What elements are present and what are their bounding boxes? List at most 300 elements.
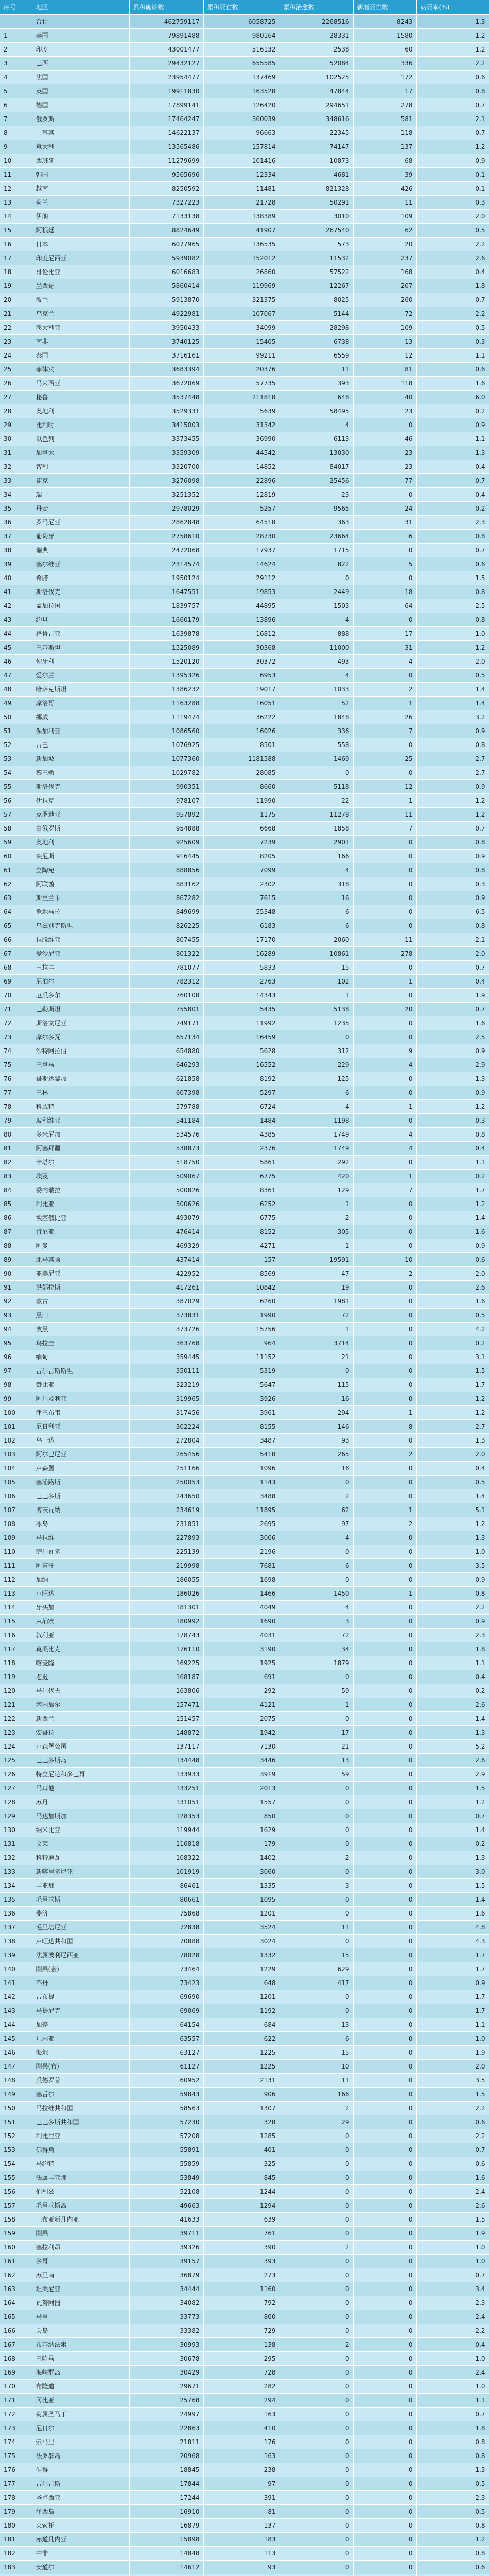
cell-new-deaths: 0: [353, 488, 416, 502]
cell-new-deaths: 5: [353, 557, 416, 571]
cell-recovered: 1749: [280, 1128, 353, 1142]
cell-region: 乌兹别克斯坦: [32, 919, 129, 933]
cell-new-deaths: 0: [353, 2018, 416, 2032]
table-row: [0, 627, 489, 641]
cell-confirmed: 53849: [129, 2171, 203, 2185]
cell-confirmed: 57230: [129, 2115, 203, 2129]
cell-region: 塞尔维亚: [32, 557, 129, 571]
cell-rank: 138: [0, 1935, 32, 1948]
table-row: [0, 168, 489, 182]
cell-fatality-rate: 0.7: [416, 1809, 489, 1823]
cell-fatality-rate: 6.0: [416, 391, 489, 404]
cell-deaths: 1484: [203, 1114, 280, 1128]
table-row: [0, 1629, 489, 1642]
cell-rank: 163: [0, 2282, 32, 2296]
cell-deaths: 5628: [203, 1044, 280, 1058]
cell-fatality-rate: 1.4: [416, 1712, 489, 1726]
cell-fatality-rate: 1.2: [416, 1392, 489, 1406]
cell-fatality-rate: 0.4: [416, 265, 489, 279]
cell-deaths: 8569: [203, 1267, 280, 1281]
cell-new-deaths: 0: [353, 1336, 416, 1350]
cell-recovered: 34: [280, 1642, 353, 1656]
cell-new-deaths: 0: [353, 2380, 416, 2394]
cell-rank: 176: [0, 2463, 32, 2477]
table-row: [0, 1378, 489, 1392]
cell-recovered: 0: [280, 2199, 353, 2213]
cell-recovered: 0: [280, 1893, 353, 1907]
cell-confirmed: 755801: [129, 1003, 203, 1016]
cell-rank: 144: [0, 2018, 32, 2032]
cell-rank: 123: [0, 1726, 32, 1740]
cell-rank: 43: [0, 613, 32, 627]
table-row: [0, 544, 489, 557]
cell-deaths: 6775: [203, 1170, 280, 1183]
cell-new-deaths: 0: [353, 2310, 416, 2324]
cell-region: 哥斯达黎加: [32, 1072, 129, 1086]
table-row: [0, 808, 489, 822]
cell-region: 毛里求斯: [32, 1893, 129, 1907]
cell-new-deaths: 0: [353, 2129, 416, 2143]
cell-confirmed: 3415003: [129, 418, 203, 432]
cell-confirmed: 607398: [129, 1086, 203, 1100]
cell-new-deaths: 7: [353, 724, 416, 738]
cell-region: 肯尼亚: [32, 1225, 129, 1239]
cell-new-deaths: 0: [353, 2435, 416, 2449]
cell-rank: 16: [0, 238, 32, 251]
cell-fatality-rate: 1.6: [416, 2171, 489, 2185]
cell-recovered: 294: [280, 1406, 353, 1420]
cell-confirmed: 39157: [129, 2255, 203, 2268]
cell-recovered: 0: [280, 2296, 353, 2310]
cell-region: 法属波利尼西亚: [32, 1948, 129, 1962]
cell-fatality-rate: 1.2: [416, 140, 489, 154]
cell-confirmed: 17899141: [129, 98, 203, 112]
cell-confirmed: 1647551: [129, 585, 203, 599]
cell-deaths: 30372: [203, 655, 280, 669]
cell-confirmed: 1076925: [129, 738, 203, 752]
cell-fatality-rate: 0.9: [416, 1044, 489, 1058]
cell-region: 利比里亚: [32, 2129, 129, 2143]
cell-fatality-rate: 0.3: [416, 196, 489, 210]
table-row: [0, 363, 489, 377]
cell-deaths: 3487: [203, 1434, 280, 1448]
cell-recovered: 58495: [280, 404, 353, 418]
cell-region: 俄罗斯: [32, 112, 129, 126]
cell-confirmed: 2472068: [129, 544, 203, 557]
cell-recovered: 15: [280, 2046, 353, 2060]
cell-confirmed: 350111: [129, 1364, 203, 1378]
table-row: [0, 2561, 489, 2574]
cell-recovered: 13030: [280, 446, 353, 460]
cell-recovered: 2: [280, 1211, 353, 1225]
cell-new-deaths: 6: [353, 530, 416, 544]
cell-rank: 29: [0, 418, 32, 432]
cell-fatality-rate: 2.2: [416, 2129, 489, 2143]
cell-deaths: 1402: [203, 1851, 280, 1865]
cell-deaths: 20376: [203, 363, 280, 377]
cell-rank: 167: [0, 2338, 32, 2352]
table-row: [0, 516, 489, 530]
cell-deaths: 964: [203, 1336, 280, 1350]
cell-region: 老挝: [32, 1670, 129, 1684]
table-row: [0, 2394, 489, 2408]
table-row: [0, 905, 489, 919]
cell-region: 柬埔寨: [32, 1615, 129, 1629]
cell-rank: 73: [0, 1030, 32, 1044]
cell-confirmed: 883162: [129, 877, 203, 891]
cell-region: 苏里南: [32, 2268, 129, 2282]
cell-rank: 147: [0, 2060, 32, 2074]
cell-new-deaths: 1: [353, 1100, 416, 1114]
cell-new-deaths: 68: [353, 154, 416, 168]
cell-confirmed: 518750: [129, 1156, 203, 1170]
cell-rank: 160: [0, 2241, 32, 2255]
cell-new-deaths: 1: [353, 1406, 416, 1420]
cell-deaths: 137: [203, 2519, 280, 2533]
cell-fatality-rate: 1.1: [416, 1656, 489, 1670]
cell-recovered: 1848: [280, 710, 353, 724]
cell-recovered: 0: [280, 1837, 353, 1851]
cell-rank: 169: [0, 2366, 32, 2380]
cell-fatality-rate: 2.5: [416, 1030, 489, 1044]
cell-new-deaths: 23: [353, 446, 416, 460]
cell-region: 海峡群岛: [32, 2366, 129, 2380]
cell-confirmed: 30993: [129, 2338, 203, 2352]
cell-deaths: 36222: [203, 710, 280, 724]
cell-rank: 53: [0, 752, 32, 766]
cell-recovered: 21: [280, 1740, 353, 1754]
cell-fatality-rate: 0.7: [416, 2408, 489, 2421]
cell-recovered: 1: [280, 989, 353, 1003]
cell-deaths: 34099: [203, 321, 280, 335]
cell-deaths: 8205: [203, 850, 280, 863]
cell-deaths: 1307: [203, 2102, 280, 2115]
cell-recovered: 229: [280, 1058, 353, 1072]
cell-recovered: 1: [280, 1197, 353, 1211]
cell-rank: 93: [0, 1309, 32, 1323]
table-row: [0, 1448, 489, 1462]
cell-region: 中非: [32, 2547, 129, 2561]
table-row: [0, 877, 489, 891]
cell-new-deaths: 0: [353, 1642, 416, 1656]
cell-new-deaths: 0: [353, 1545, 416, 1559]
cell-region: 乍得: [32, 2463, 129, 2477]
cell-new-deaths: 0: [353, 2519, 416, 2533]
cell-region: 马提尼克: [32, 2004, 129, 2018]
cell-deaths: 980164: [203, 29, 280, 43]
cell-new-deaths: 0: [353, 418, 416, 432]
cell-region: 克罗地亚: [32, 808, 129, 822]
cell-recovered: 0: [280, 1782, 353, 1795]
cell-recovered: 0: [280, 1364, 353, 1378]
cell-rank: 106: [0, 1489, 32, 1503]
cell-recovered: 6: [280, 905, 353, 919]
cell-confirmed: 867282: [129, 891, 203, 905]
cell-region: 厄瓜多尔: [32, 989, 129, 1003]
cell-fatality-rate: 0.7: [416, 544, 489, 557]
table-row: [0, 335, 489, 349]
cell-confirmed: 265456: [129, 1448, 203, 1462]
table-row: [0, 1156, 489, 1170]
table-row: [0, 557, 489, 571]
table-row: [0, 2143, 489, 2157]
cell-region: 科特迪瓦: [32, 1851, 129, 1865]
table-row: [0, 2018, 489, 2032]
cell-recovered: 13: [280, 1754, 353, 1768]
total-fatality-rate: 1.3: [416, 15, 489, 29]
cell-fatality-rate: 0.8: [416, 738, 489, 752]
cell-new-deaths: 23: [353, 404, 416, 418]
cell-region: 奥地利: [32, 404, 129, 418]
cell-confirmed: 302224: [129, 1420, 203, 1434]
cell-deaths: 845: [203, 2171, 280, 2185]
cell-new-deaths: 81: [353, 363, 416, 377]
cell-rank: 25: [0, 363, 32, 377]
cell-region: 危地马拉: [32, 905, 129, 919]
table-row: [0, 154, 489, 168]
cell-fatality-rate: 1.3: [416, 446, 489, 460]
table-row: [0, 293, 489, 307]
cell-rank: 6: [0, 98, 32, 112]
cell-region: 印度尼西亚: [32, 251, 129, 265]
cell-new-deaths: 0: [353, 766, 416, 780]
cell-deaths: 21728: [203, 196, 280, 210]
cell-region: 越南: [32, 182, 129, 196]
cell-recovered: 822: [280, 557, 353, 571]
cell-recovered: 0: [280, 1476, 353, 1489]
cell-new-deaths: 0: [353, 1295, 416, 1309]
table-row: [0, 2366, 489, 2380]
table-row: [0, 2408, 489, 2421]
cell-new-deaths: 26: [353, 710, 416, 724]
cell-deaths: 1201: [203, 1990, 280, 2004]
cell-confirmed: 1163288: [129, 697, 203, 710]
cell-confirmed: 14622137: [129, 126, 203, 140]
cell-rank: 5: [0, 84, 32, 98]
cell-confirmed: 181301: [129, 1601, 203, 1615]
cell-deaths: 28085: [203, 766, 280, 780]
cell-recovered: 13: [280, 2018, 353, 2032]
cell-recovered: 10: [280, 2060, 353, 2074]
cell-fatality-rate: 1.2: [416, 794, 489, 808]
cell-region: 比利时: [32, 418, 129, 432]
cell-confirmed: 363768: [129, 1336, 203, 1350]
cell-fatality-rate: 2.7: [416, 752, 489, 766]
cell-rank: 101: [0, 1420, 32, 1434]
cell-recovered: 15: [280, 1948, 353, 1962]
cell-deaths: 14624: [203, 557, 280, 571]
cell-new-deaths: 17: [353, 627, 416, 641]
table-row: [0, 224, 489, 238]
cell-region: 海地: [32, 2046, 129, 2060]
cell-rank: 148: [0, 2074, 32, 2088]
cell-rank: 135: [0, 1893, 32, 1907]
cell-deaths: 691: [203, 1670, 280, 1684]
cell-region: 博茨瓦纳: [32, 1503, 129, 1517]
cell-rank: 120: [0, 1684, 32, 1698]
cell-deaths: 119969: [203, 279, 280, 293]
cell-fatality-rate: 1.7: [416, 1183, 489, 1197]
cell-deaths: 5639: [203, 404, 280, 418]
table-row: [0, 822, 489, 836]
cell-new-deaths: 0: [353, 613, 416, 627]
cell-region: 毛里塔尼亚: [32, 1921, 129, 1935]
cell-deaths: 325: [203, 2157, 280, 2171]
table-row: [0, 1420, 489, 1434]
cell-fatality-rate: 1.4: [416, 1823, 489, 1837]
cell-rank: 10: [0, 154, 32, 168]
cell-fatality-rate: 1.2: [416, 1406, 489, 1420]
cell-recovered: 2538: [280, 43, 353, 57]
cell-confirmed: 243650: [129, 1489, 203, 1503]
cell-rank: 67: [0, 947, 32, 961]
cell-deaths: 360039: [203, 112, 280, 126]
cell-deaths: 3488: [203, 1489, 280, 1503]
cell-fatality-rate: 0.9: [416, 1976, 489, 1990]
cell-rank: 55: [0, 780, 32, 794]
cell-recovered: 0: [280, 2255, 353, 2268]
cell-region: 塞舌尔: [32, 2088, 129, 2102]
cell-confirmed: 541184: [129, 1114, 203, 1128]
cell-fatality-rate: 1.2: [416, 808, 489, 822]
cell-rank: 54: [0, 766, 32, 780]
cell-deaths: 6260: [203, 1295, 280, 1309]
cell-deaths: 19017: [203, 683, 280, 697]
cell-new-deaths: 2: [353, 683, 416, 697]
cell-new-deaths: 0: [353, 1225, 416, 1239]
cell-new-deaths: 7: [353, 1183, 416, 1197]
table-row: [0, 1044, 489, 1058]
cell-region: 马来西亚: [32, 377, 129, 391]
cell-deaths: 30368: [203, 641, 280, 655]
table-row: [0, 2241, 489, 2255]
cell-fatality-rate: 2.3: [416, 2491, 489, 2505]
cell-deaths: 11990: [203, 794, 280, 808]
cell-deaths: 401: [203, 2143, 280, 2157]
cell-rank: 2: [0, 43, 32, 57]
table-row: [0, 1545, 489, 1559]
table-row: [0, 697, 489, 710]
cell-recovered: 294651: [280, 98, 353, 112]
cell-deaths: 41907: [203, 224, 280, 238]
cell-confirmed: 801322: [129, 947, 203, 961]
cell-fatality-rate: 1.3: [416, 1726, 489, 1740]
cell-recovered: 1235: [280, 1016, 353, 1030]
cell-rank: 94: [0, 1323, 32, 1336]
cell-fatality-rate: 2.9: [416, 1058, 489, 1072]
cell-new-deaths: 0: [353, 961, 416, 975]
cell-region: 洪都拉斯: [32, 1281, 129, 1295]
cell-deaths: 6775: [203, 1211, 280, 1225]
cell-rank: 32: [0, 460, 32, 474]
cell-confirmed: 176110: [129, 1642, 203, 1656]
cell-region: 约旦: [32, 613, 129, 627]
cell-fatality-rate: 2.6: [416, 1698, 489, 1712]
table-row: [0, 1476, 489, 1489]
cell-deaths: 14852: [203, 460, 280, 474]
cell-confirmed: 621858: [129, 1072, 203, 1086]
cell-confirmed: 16910: [129, 2505, 203, 2519]
cell-deaths: 655585: [203, 57, 280, 71]
cell-confirmed: 654880: [129, 1044, 203, 1058]
cell-rank: 179: [0, 2505, 32, 2519]
cell-fatality-rate: 1.7: [416, 1962, 489, 1976]
cell-region: 巴拉圭: [32, 961, 129, 975]
table-row: [0, 2491, 489, 2505]
cell-fatality-rate: 0.9: [416, 891, 489, 905]
cell-recovered: 102525: [280, 71, 353, 84]
cell-deaths: 3961: [203, 1406, 280, 1420]
table-row: [0, 947, 489, 961]
cell-fatality-rate: 2.0: [416, 655, 489, 669]
cell-confirmed: 3537448: [129, 391, 203, 404]
cell-confirmed: 43001477: [129, 43, 203, 57]
cell-confirmed: 39711: [129, 2227, 203, 2241]
cell-region: 卢森堡公国: [32, 1740, 129, 1754]
table-row: [0, 1086, 489, 1100]
cell-new-deaths: 0: [353, 1392, 416, 1406]
table-row: [0, 836, 489, 850]
cell-new-deaths: 0: [353, 2324, 416, 2338]
cell-fatality-rate: 3.4: [416, 2282, 489, 2296]
cell-deaths: 1690: [203, 1615, 280, 1629]
cell-deaths: 282: [203, 2380, 280, 2394]
cell-deaths: 2075: [203, 1712, 280, 1726]
cell-rank: 133: [0, 1865, 32, 1879]
table-row: [0, 43, 489, 57]
cell-fatality-rate: 1.0: [416, 2380, 489, 2394]
table-row: [0, 2157, 489, 2171]
cell-rank: 107: [0, 1503, 32, 1517]
cell-new-deaths: 0: [353, 2213, 416, 2227]
cell-region: 伯利兹: [32, 2185, 129, 2199]
cell-deaths: 31342: [203, 418, 280, 432]
cell-region: 加拿大: [32, 446, 129, 460]
cell-region: 加纳: [32, 1573, 129, 1587]
cell-rank: 21: [0, 307, 32, 321]
cell-deaths: 138: [203, 2338, 280, 2352]
cell-deaths: 410: [203, 2421, 280, 2435]
cell-region: [32, 2574, 129, 2576]
cell-region: 苏丹: [32, 1795, 129, 1809]
cell-deaths: 1175: [203, 808, 280, 822]
cell-fatality-rate: 1.2: [416, 641, 489, 655]
cell-rank: 91: [0, 1281, 32, 1295]
table-row: [0, 1559, 489, 1573]
cell-region: 埃及: [32, 1170, 129, 1183]
cell-fatality-rate: 2.6: [416, 2199, 489, 2213]
table-row: [0, 530, 489, 544]
cell-confirmed: 148872: [129, 1726, 203, 1740]
cell-confirmed: 60952: [129, 2074, 203, 2088]
header-deaths: 累积死亡数: [203, 0, 280, 15]
cell-fatality-rate: 2.7: [416, 766, 489, 780]
cell-rank: 44: [0, 627, 32, 641]
cell-fatality-rate: 1.1: [416, 2394, 489, 2408]
table-row: [0, 1865, 489, 1879]
cell-recovered: 348616: [280, 112, 353, 126]
cell-rank: 105: [0, 1476, 32, 1489]
cell-region: 新喀里多尼亚: [32, 1865, 129, 1879]
cell-fatality-rate: 0.5: [416, 321, 489, 335]
cell-deaths: 7615: [203, 891, 280, 905]
cell-new-deaths: 0: [353, 2046, 416, 2060]
cell-confirmed: 86461: [129, 1879, 203, 1893]
cell-region: 斯洛文尼亚: [32, 1016, 129, 1030]
cell-fatality-rate: 1.7: [416, 1990, 489, 2004]
cell-rank: 129: [0, 1809, 32, 1823]
cell-region: 卡塔尔: [32, 1156, 129, 1170]
